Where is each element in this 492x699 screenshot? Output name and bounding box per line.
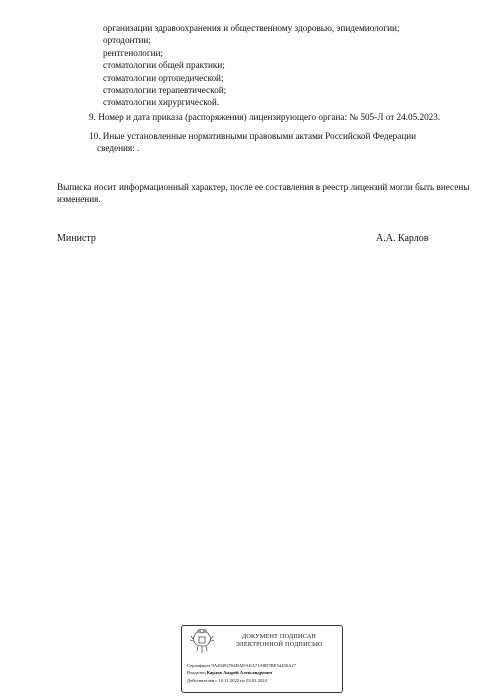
other-info-line-1: 10. Иные установленные нормативными правовыми актами Российской Федерации (89, 131, 417, 141)
list-item: стоматологии общей практики; (103, 60, 225, 71)
certificate-line: Сертификат 9A49494764DADAEA71A8D7BE54450A27 (187, 663, 297, 668)
electronic-signature-stamp (181, 625, 343, 693)
stamp-title: ДОКУМЕНТ ПОДПИСАН ЭЛЕКТРОННОЙ ПОДПИСЬЮ (235, 633, 323, 648)
informational-note: Выписка носит информационный характер, после ее составления в реестр лицензий могли быть внесены изменения. (57, 182, 470, 205)
signatory-name: А.А. Карлов (376, 233, 429, 244)
order-number-item: 9. Номер и дата приказа (распоряжения) лицензирующего органа: № 505-Л от 24.05.2023. (89, 112, 441, 122)
list-item: стоматологии ортопедической; (103, 72, 224, 83)
owner-line: Владелец Карлов Андрей Александрович (187, 670, 273, 676)
specialty-list (103, 22, 400, 109)
list-item: организации здравоохранения и общественному здоровью, эпидемиологии; (103, 23, 400, 33)
stamp-details (187, 662, 296, 684)
coat-of-arms-icon (190, 629, 214, 657)
signatory-title: Министр (57, 233, 96, 244)
other-info-line-2: сведения: . (97, 143, 140, 154)
validity-line: Действителен с 10.11.2022 по 03.02.2024 (187, 677, 267, 683)
list-item: стоматологии терапевтической; (103, 85, 227, 96)
list-item: стоматологии хирургической. (103, 97, 220, 108)
other-info-item (89, 130, 416, 155)
list-item: ортодонтии; (103, 35, 151, 46)
list-item: рентгенологии; (103, 47, 164, 58)
